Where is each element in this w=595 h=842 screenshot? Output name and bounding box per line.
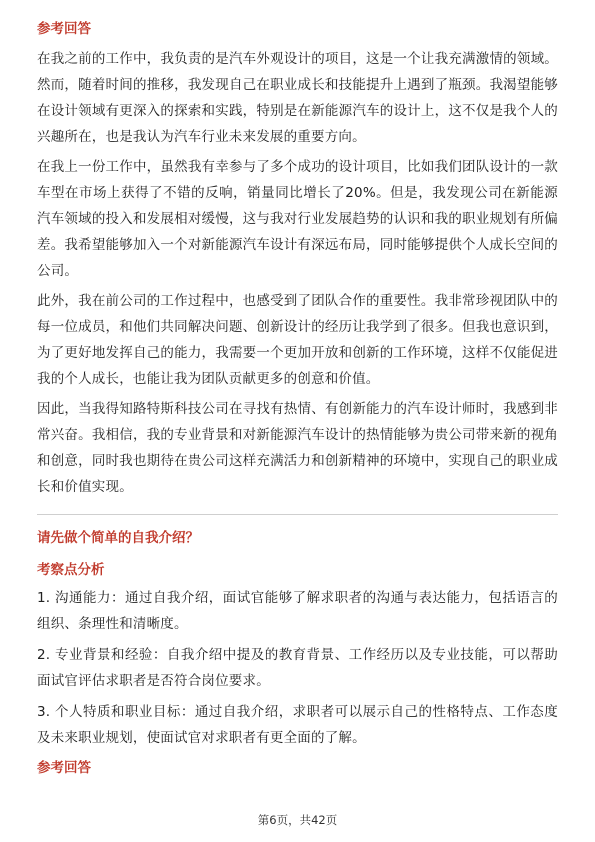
section-divider xyxy=(37,514,558,515)
analysis-heading: 考察点分析 xyxy=(37,562,105,578)
answer-paragraph-4: 因此，当我得知路特斯科技公司在寻找有热情、有创新能力的汽车设计师时，我感到非常兴奋。我相信，我的专业背景和对新能源汽车设计的热情能够为贵公司带来新的视角和创意，同时我也期待在贵公司这样充满活力和创新精神的环境中，实现自己的职业成长和价值实现。 xyxy=(37,401,558,495)
document-page xyxy=(37,18,558,779)
page-number: 第6页，共42页 xyxy=(257,813,338,827)
answer-paragraph-1: 在我之前的工作中，我负责的是汽车外观设计的项目，这是一个让我充满激情的领域。然而，随着时间的推移，我发现自己在职业成长和技能提升上遇到了瓶颈。我渴望能够在设计领域有更深入的探索和实践，特别是在新能源汽车的设计上，这不仅是我个人的兴趣所在，也是我认为汽车行业未来发展的重要方向。 xyxy=(37,51,558,145)
answer-paragraph-3: 此外，我在前公司的工作过程中，也感受到了团队合作的重要性。我非常珍视团队中的每一位成员，和他们共同解决问题、创新设计的经历让我学到了很多。但我也意识到，为了更好地发挥自己的能力，我需要一个更加开放和创新的工作环境，这样不仅能促进我的个人成长，也能让我为团队贡献更多的创意和价值。 xyxy=(37,293,558,387)
interview-question: 请先做个简单的自我介绍？ xyxy=(37,530,199,546)
analysis-item-1: 1. 沟通能力：通过自我介绍，面试官能够了解求职者的沟通与表达能力，包括语言的组织、条理性和清晰度。 xyxy=(37,590,558,632)
answer-paragraph-2: 在我上一份工作中，虽然我有幸参与了多个成功的设计项目，比如我们团队设计的一款车型在市场上获得了不错的反响，销量同比增长了20%。但是，我发现公司在新能源汽车领域的投入和发展相对缓慢，这与我对行业发展趋势的认识和我的职业规划有所偏差。我希望能够加入一个对新能源汽车设计有深远布局，同时能够提供个人成长空间的公司。 xyxy=(37,159,558,279)
analysis-item-2: 2. 专业背景和经验：自我介绍中提及的教育背景、工作经历以及专业技能，可以帮助面试官评估求职者是否符合岗位要求。 xyxy=(37,647,558,689)
reference-answer-heading: 参考回答 xyxy=(37,21,91,37)
analysis-item-3: 3. 个人特质和职业目标：通过自我介绍，求职者可以展示自己的性格特点、工作态度及未来职业规划，使面试官对求职者有更全面的了解。 xyxy=(37,704,558,746)
reference-answer-heading-2: 参考回答 xyxy=(37,760,91,776)
